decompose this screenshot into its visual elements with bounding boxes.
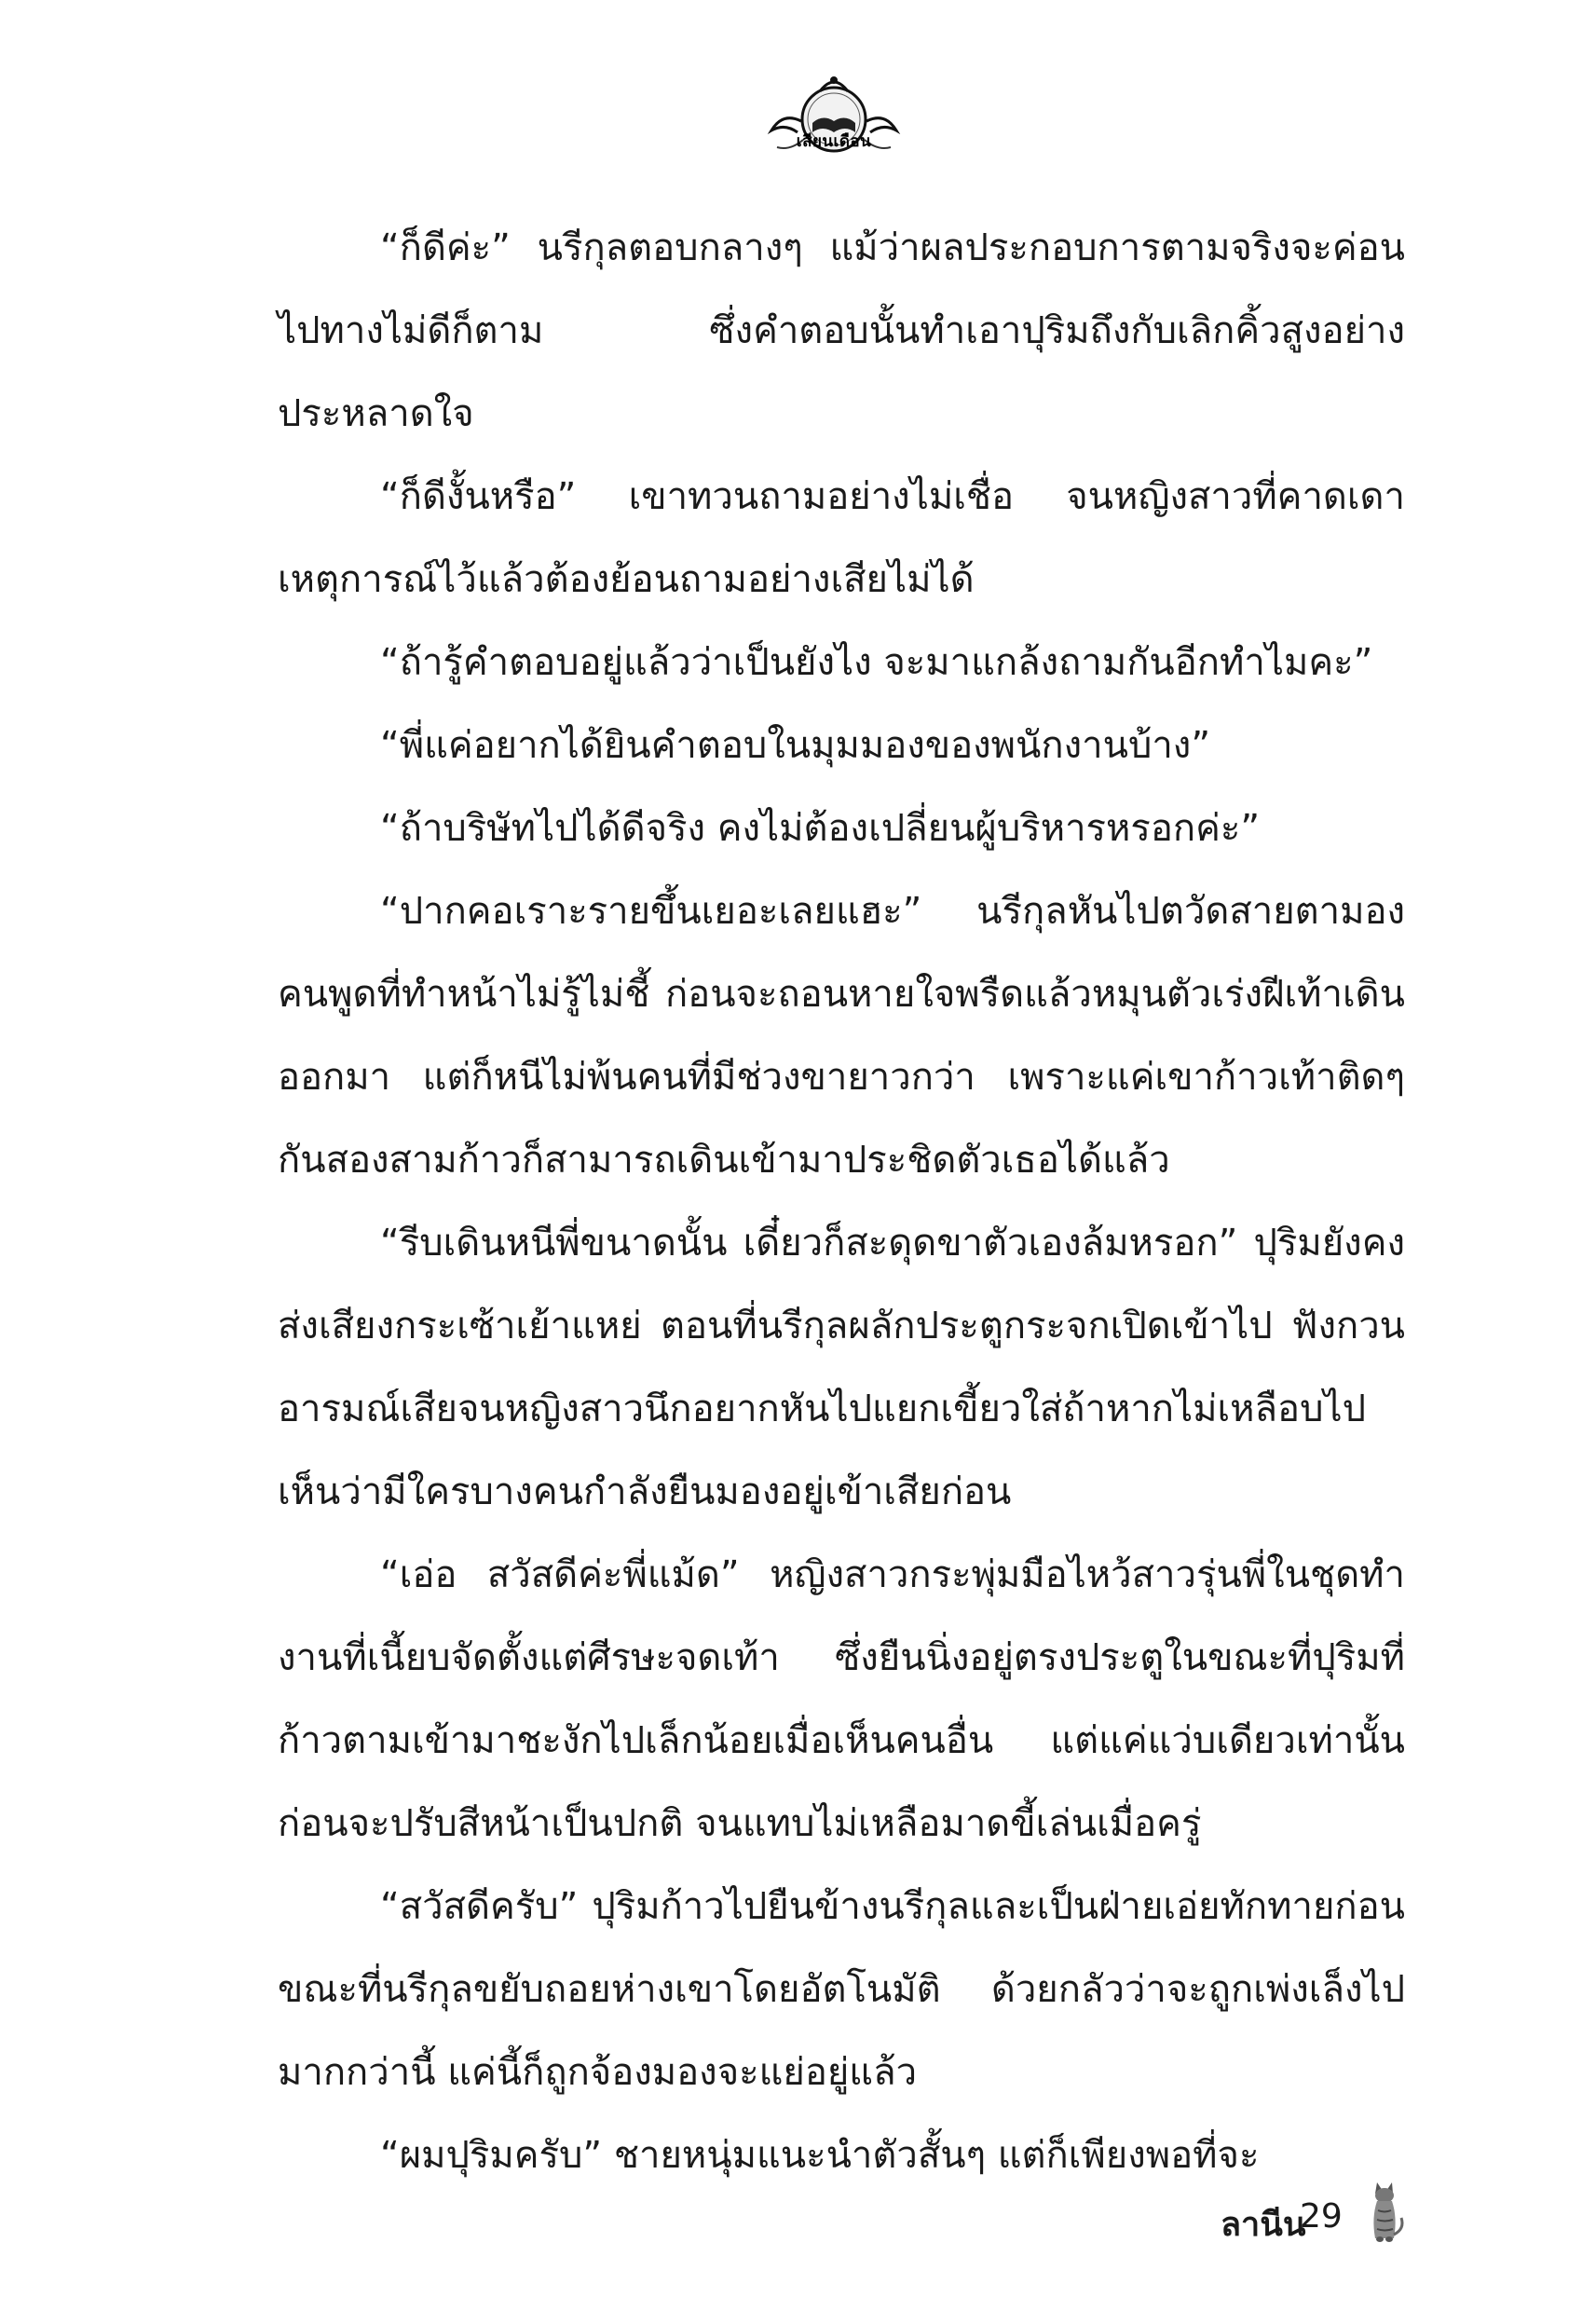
header-logo: [764, 65, 904, 168]
paragraph: “ผมปุริมครับ” ชายหนุ่มแนะนำตัวสั้นๆ แต่ก็เพียงพอที่จะ: [380, 2134, 1260, 2177]
body-text: [278, 207, 1405, 2197]
paragraph: “พี่แค่อยากได้ยินคำตอบในมุมมองของพนักงานบ้าง”: [380, 724, 1211, 767]
paragraph: “สวัสดีครับ” ปุริมก้าวไปยืนข้างนรีกุลและเป็นฝ่ายเอ่ยทักทายก่อน ขณะที่นรีกุลขยับถอยห่างเขาโดยอัตโนมัติ ด้วยกลัวว่าจะถูกเพ่งเล็งไปมากกว่านี้ แค่นี้ก็ถูกจ้องมองจะแย่อยู่แล้ว: [278, 1885, 1405, 2094]
paragraph: “ถ้ารู้คำตอบอยู่แล้วว่าเป็นยังไง จะมาแกล้งถามกันอีกทำไมคะ”: [380, 641, 1373, 684]
paragraph: “ก็ดีงั้นหรือ” เขาทวนถามอย่างไม่เชื่อ จนหญิงสาวที่คาดเดาเหตุการณ์ไว้แล้วต้องย้อนถามอย่างเสียไม่ได้: [278, 475, 1405, 601]
book-title: ลานีน: [1221, 2206, 1306, 2244]
page-footer: [1221, 2181, 1407, 2246]
paragraph: “ปากคอเราะรายขึ้นเยอะเลยแฮะ” นรีกุลหันไปตวัดสายตามองคนพูดที่ทำหน้าไม่รู้ไม่ชี้ ก่อนจะถอนหายใจพรืดแล้วหมุนตัวเร่งฝีเท้าเดินออกมา แต่ก็หนีไม่พ้นคนที่มีช่วงขายาวกว่า เพราะแค่เขาก้าวเท้าติดๆ กันสองสามก้าวก็สามารถเดินเข้ามาประชิดตัวเธอได้แล้ว: [278, 890, 1405, 1182]
paragraph: “ก็ดีค่ะ” นรีกุลตอบกลางๆ แม้ว่าผลประกอบการตามจริงจะค่อนไปทางไม่ดีก็ตาม ซึ่งคำตอบนั้นทำเอาปุริมถึงกับเลิกคิ้วสูงอย่างประหลาดใจ: [278, 226, 1405, 435]
logo-text: เสียนเดือน: [796, 132, 872, 151]
paragraph: “ถ้าบริษัทไปได้ดีจริง คงไม่ต้องเปลี่ยนผู้บริหารหรอกค่ะ”: [380, 807, 1261, 850]
paragraph: “รีบเดินหนีพี่ขนาดนั้น เดี๋ยวก็สะดุดขาตัวเองล้มหรอก” ปุริมยังคงส่งเสียงกระเซ้าเย้าแหย่ ตอนที่นรีกุลผลักประตูกระจกเปิดเข้าไป ฟังกวนอารมณ์เสียจนหญิงสาวนึกอยากหันไปแยกเขี้ยวใส่ถ้าหากไม่เหลือบไปเห็นว่ามีใครบางคนกำลังยืนมองอยู่เข้าเสียก่อน: [278, 1222, 1405, 1513]
cat-icon: [1360, 2181, 1407, 2244]
page-number: 29: [1300, 2197, 1343, 2236]
paragraph: “เอ่อ สวัสดีค่ะพี่แม้ด” หญิงสาวกระพุ่มมือไหว้สาวรุ่นพี่ในชุดทำงานที่เนี้ยบจัดตั้งแต่ศีรษะจดเท้า ซึ่งยืนนิ่งอยู่ตรงประตูในขณะที่ปุริมที่ก้าวตามเข้ามาชะงักไปเล็กน้อยเมื่อเห็นคนอื่น แต่แค่แว่บเดียวเท่านั้น ก่อนจะปรับสีหน้าเป็นปกติ จนแทบไม่เหลือมาดขี้เล่นเมื่อครู่: [278, 1553, 1405, 1845]
